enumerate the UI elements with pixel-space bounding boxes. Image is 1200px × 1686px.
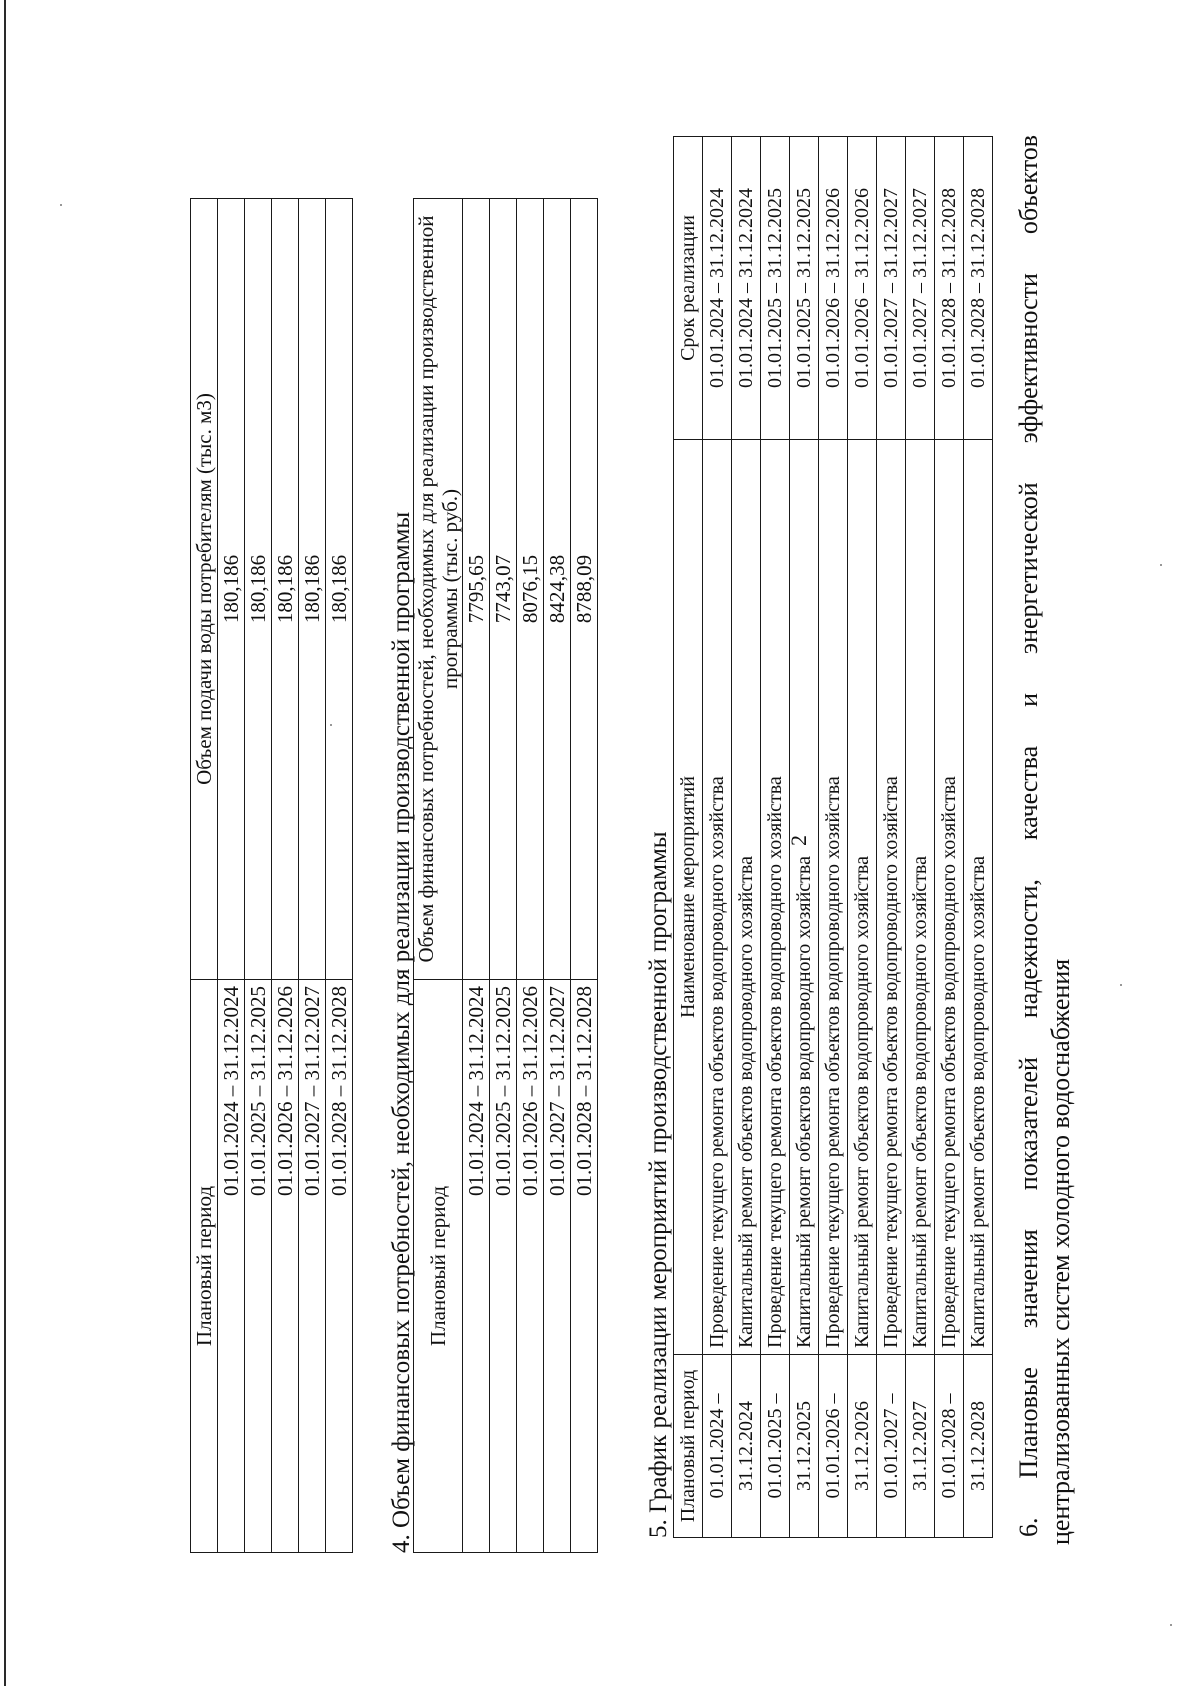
- deadline-cell: 01.01.2027 – 31.12.2027: [877, 137, 906, 440]
- table-header-row: [414, 199, 463, 1553]
- period-cell: 01.01.2028 – 31.12.2028: [326, 980, 353, 1553]
- period-cell: 01.01.2027 – 31.12.2027: [299, 980, 326, 1553]
- column-header-financial-needs: Объем финансовых потребностей, необходимых для реализации производственной программы (тыс. руб.): [414, 199, 463, 980]
- activity-cell: Проведение текущего ремонта объектов водопроводного хозяйства: [819, 440, 848, 1355]
- table-row: [218, 199, 245, 1553]
- activity-cell: Проведение текущего ремонта объектов водопроводного хозяйства: [877, 440, 906, 1355]
- period-start-cell: 01.01.2028 –: [935, 1355, 964, 1538]
- period-start-cell: 01.01.2027 –: [877, 1355, 906, 1538]
- water-supply-volume-table: [190, 198, 353, 1553]
- section-6-line-1: 6. Плановые значения показателей надежности, качества и энергетической эффективности объектов: [1014, 135, 1043, 1537]
- period-end-cell: 31.12.2025: [790, 1355, 819, 1538]
- amount-cell: 7743,07: [490, 199, 517, 980]
- activity-cell: Проведение текущего ремонта объектов водопроводного хозяйства: [703, 440, 732, 1355]
- section-6-heading: [1013, 135, 1077, 1545]
- column-header-water-volume: Объем подачи воды потребителям (тыс. м3): [191, 199, 218, 980]
- volume-cell: 180,186: [299, 199, 326, 980]
- table-row: [935, 137, 964, 1538]
- column-header-period: Плановый период: [191, 980, 218, 1553]
- table-row: [517, 199, 544, 1553]
- scan-speck: [1160, 564, 1162, 566]
- table-row: [819, 137, 848, 1538]
- deadline-cell: 01.01.2028 – 31.12.2028: [935, 137, 964, 440]
- table-row: [964, 137, 993, 1538]
- scan-speck: [1170, 1624, 1172, 1626]
- activity-cell: Капитальный ремонт объектов водопроводного хозяйства: [732, 440, 761, 1355]
- period-cell: 01.01.2026 – 31.12.2026: [272, 980, 299, 1553]
- period-cell: 01.01.2026 – 31.12.2026: [517, 980, 544, 1553]
- amount-cell: 8788,09: [571, 199, 598, 980]
- table-row: [703, 137, 732, 1538]
- activity-cell: Проведение текущего ремонта объектов водопроводного хозяйства: [761, 440, 790, 1355]
- deadline-cell: 01.01.2025 – 31.12.2025: [790, 137, 819, 440]
- column-header-deadline: Срок реализации: [674, 137, 703, 440]
- table-row: [848, 137, 877, 1538]
- table-row: [272, 199, 299, 1553]
- table-header-row: [674, 137, 703, 1538]
- table-row: [732, 137, 761, 1538]
- period-cell: 01.01.2027 – 31.12.2027: [544, 980, 571, 1553]
- period-start-cell: 01.01.2026 –: [819, 1355, 848, 1538]
- section-4-title: 4. Объем финансовых потребностей, необходимых для реализации производственной программы: [388, 511, 415, 1553]
- financial-needs-table: [413, 198, 598, 1553]
- amount-cell: 8076,15: [517, 199, 544, 980]
- period-end-cell: 31.12.2028: [964, 1355, 993, 1538]
- activity-cell: Капитальный ремонт объектов водопроводного хозяйства: [964, 440, 993, 1355]
- period-end-cell: 31.12.2027: [906, 1355, 935, 1538]
- column-header-activity: Наименование мероприятий: [674, 440, 703, 1355]
- section-5-title: 5. График реализации мероприятий производственной программы: [645, 831, 672, 1538]
- deadline-cell: 01.01.2026 – 31.12.2026: [819, 137, 848, 440]
- volume-cell: 180,186: [326, 199, 353, 980]
- period-end-cell: 31.12.2026: [848, 1355, 877, 1538]
- activity-cell: Капитальный ремонт объектов водопроводного хозяйства: [906, 440, 935, 1355]
- volume-cell: 180,186: [272, 199, 299, 980]
- period-cell: 01.01.2028 – 31.12.2028: [571, 980, 598, 1553]
- section-6-line-2: централизованных систем холодного водоснабжения: [1046, 958, 1075, 1545]
- scan-speck: [1120, 984, 1122, 986]
- scan-speck: [330, 724, 332, 726]
- column-header-period: Плановый период: [414, 980, 463, 1553]
- table-row: [490, 199, 517, 1553]
- page-number: 2: [786, 835, 811, 846]
- table-row: [299, 199, 326, 1553]
- activities-schedule-table: [673, 136, 993, 1538]
- table-row: [571, 199, 598, 1553]
- period-cell: 01.01.2025 – 31.12.2025: [490, 980, 517, 1553]
- deadline-cell: 01.01.2024 – 31.12.2024: [703, 137, 732, 440]
- column-header-period: Плановый период: [674, 1355, 703, 1538]
- deadline-cell: 01.01.2028 – 31.12.2028: [964, 137, 993, 440]
- deadline-cell: 01.01.2027 – 31.12.2027: [906, 137, 935, 440]
- table-row: [790, 137, 819, 1538]
- period-cell: 01.01.2024 – 31.12.2024: [463, 980, 490, 1553]
- activity-cell: Капитальный ремонт объектов водопроводного хозяйства: [848, 440, 877, 1355]
- scan-speck: [60, 204, 62, 206]
- table-row: [463, 199, 490, 1553]
- amount-cell: 8424,38: [544, 199, 571, 980]
- activity-cell: Проведение текущего ремонта объектов водопроводного хозяйства: [935, 440, 964, 1355]
- deadline-cell: 01.01.2026 – 31.12.2026: [848, 137, 877, 440]
- period-start-cell: 01.01.2024 –: [703, 1355, 732, 1538]
- table-row: [761, 137, 790, 1538]
- table-row: [906, 137, 935, 1538]
- table-row: [245, 199, 272, 1553]
- volume-cell: 180,186: [245, 199, 272, 980]
- volume-cell: 180,186: [218, 199, 245, 980]
- deadline-cell: 01.01.2024 – 31.12.2024: [732, 137, 761, 440]
- table-row: [326, 199, 353, 1553]
- period-cell: 01.01.2024 – 31.12.2024: [218, 980, 245, 1553]
- deadline-cell: 01.01.2025 – 31.12.2025: [761, 137, 790, 440]
- table-header-row: [191, 199, 218, 1553]
- table-row: [544, 199, 571, 1553]
- amount-cell: 7795,65: [463, 199, 490, 980]
- period-cell: 01.01.2025 – 31.12.2025: [245, 980, 272, 1553]
- period-end-cell: 31.12.2024: [732, 1355, 761, 1538]
- period-start-cell: 01.01.2025 –: [761, 1355, 790, 1538]
- activity-cell: Капитальный ремонт объектов водопроводного хозяйства: [790, 440, 819, 1355]
- table-row: [877, 137, 906, 1538]
